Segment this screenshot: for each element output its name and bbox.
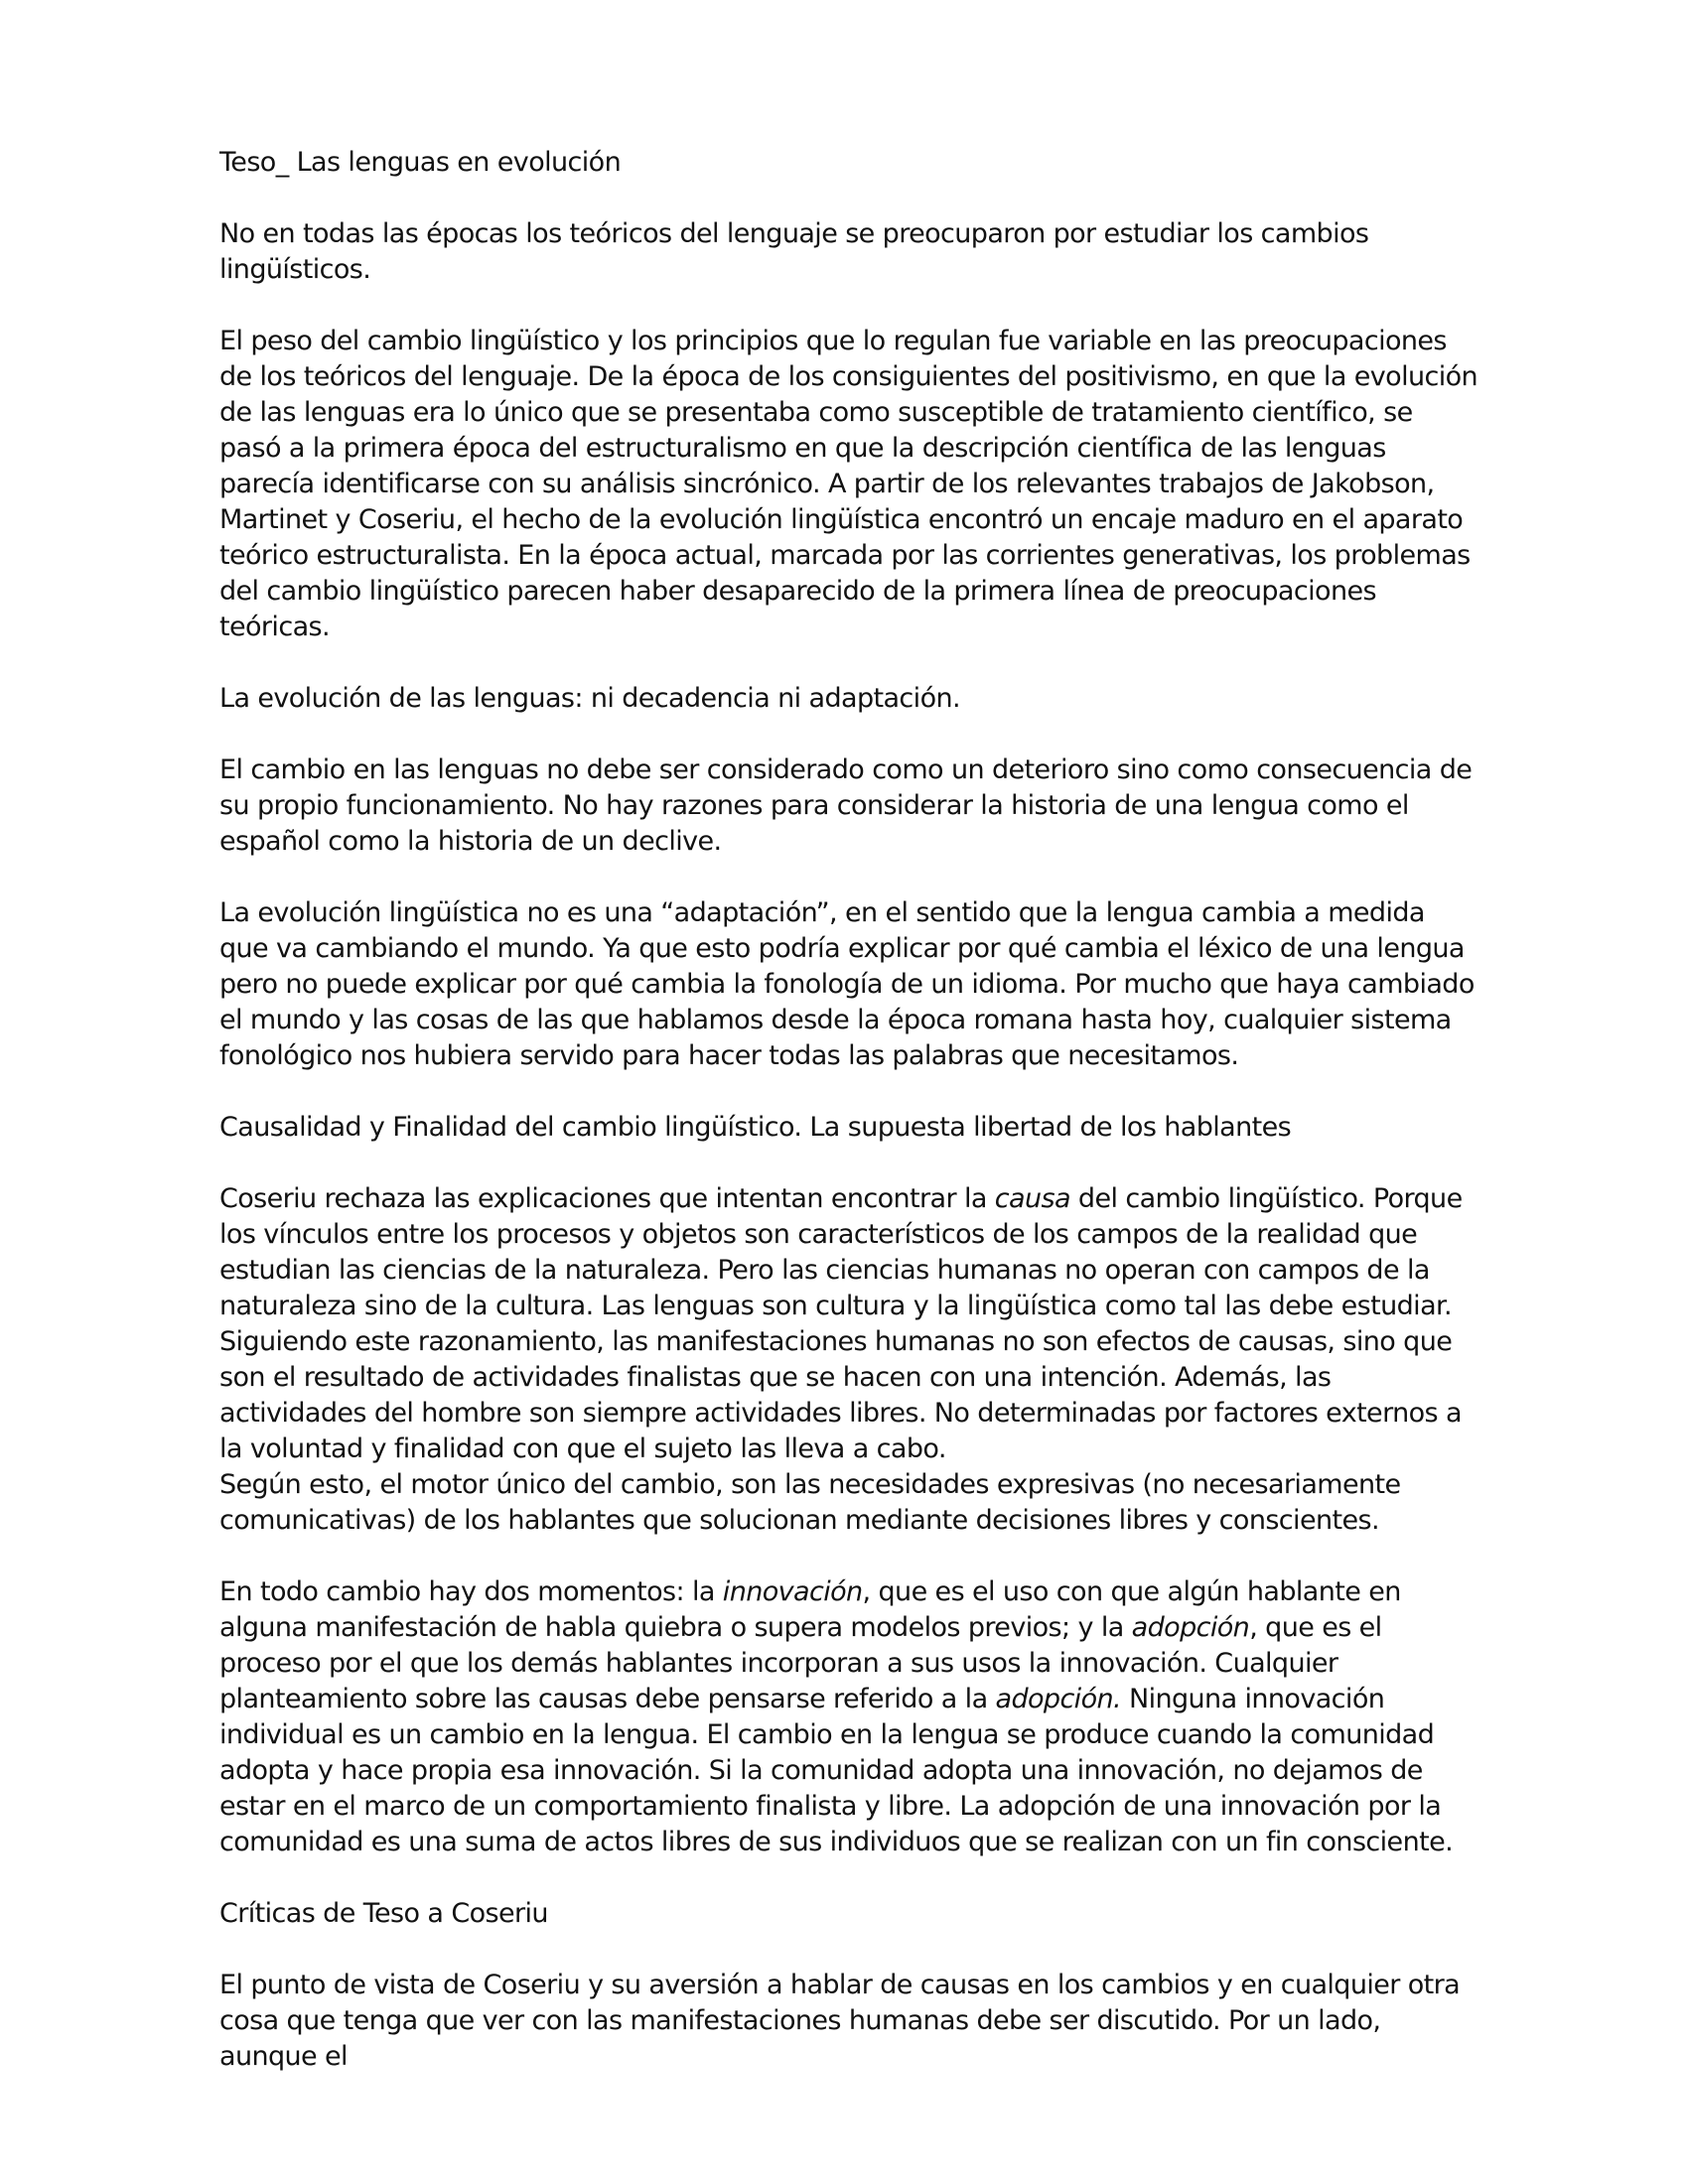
emphasis-innovacion: innovación	[722, 1576, 863, 1607]
text-span: Coseriu rechaza las explicaciones que intentan encontrar la	[219, 1183, 995, 1214]
paragraph-innovation	[219, 1574, 1478, 1860]
paragraph-adaptation: La evolución lingüística no es una “adaptación”, en el sentido que la lengua cambia a medida que va cambiando el mundo. Ya que esto podría explicar por qué cambia el léxico de una lengua pero no puede explicar por qué cambia la fonología de un idioma. Por mucho que haya cambiado el mundo y las cosas de las que hablamos desde la época romana hasta hoy, cualquier sistema fonológico nos hubiera servido para hacer todas las palabras que necesitamos.	[219, 897, 1475, 1071]
document-body	[219, 145, 1478, 2075]
emphasis-adopcion: adopción	[1131, 1612, 1250, 1643]
text-span: , que es el proceso por el que los demás hablantes incorporan a sus usos la innovación. Cualquier planteamiento sobre las causas debe pensarse referido a la	[219, 1612, 1382, 1714]
emphasis-adopcion-2: adopción.	[995, 1684, 1122, 1714]
section-heading-criticas: Críticas de Teso a Coseriu	[219, 1898, 548, 1929]
text-span: del cambio lingüístico. Porque los vínculos entre los procesos y objetos son característicos de los campos de la realidad que estudian las ciencias de la naturaleza. Pero las ciencias humanas no operan con campos de la naturaleza sino de la cultura. Las lenguas son cultura y la lingüística como tal las debe estudiar. Siguiendo este razonamiento, las manifestaciones humanas no son efectos de causas, sino que son el resultado de actividades finalistas que se hacen con una intención. Además, las actividades del hombre son siempre actividades libres. No determinadas por factores externos a la voluntad y finalidad con que el sujeto las lleva a cabo.	[219, 1183, 1463, 1464]
paragraph-motor: Según esto, el motor único del cambio, son las necesidades expresivas (no necesariamente comunicativas) de los hablantes que solucionan mediante decisiones libres y conscientes.	[219, 1469, 1401, 1536]
paragraph-history: El peso del cambio lingüístico y los principios que lo regulan fue variable en las preocupaciones de los teóricos del lenguaje. De la época de los consiguientes del positivismo, en que la evolución de las lenguas era lo único que se presentaba como susceptible de tratamiento científico, se pasó a la primera época del estructuralismo en que la descripción científica de las lenguas parecía identificarse con su análisis sincrónico. A partir de los relevantes trabajos de Jakobson, Martinet y Coseriu, el hecho de la evolución lingüística encontró un encaje maduro en el aparato teórico estructuralista. En la época actual, marcada por las corrientes generativas, los problemas del cambio lingüístico parecen haber desaparecido de la primera línea de preocupaciones teóricas.	[219, 326, 1478, 642]
section-heading-evolution: La evolución de las lenguas: ni decadencia ni adaptación.	[219, 683, 960, 714]
paragraph-critique: El punto de vista de Coseriu y su aversión a hablar de causas en los cambios y en cualquier otra cosa que tenga que ver con las manifestaciones humanas debe ser discutido. Por un lado, aunque el	[219, 1970, 1461, 2072]
text-span: , que es el uso con que algún hablante en alguna manifestación de habla quiebra o supera modelos previos; y la	[219, 1576, 1401, 1643]
section-heading-causality: Causalidad y Finalidad del cambio lingüístico. La supuesta libertad de los hablantes	[219, 1112, 1292, 1143]
text-span: En todo cambio hay dos momentos: la	[219, 1576, 723, 1607]
paragraph-coseriu-causes	[219, 1181, 1478, 1467]
text-span: Ninguna innovación individual es un cambio en la lengua. El cambio en la lengua se produce cuando la comunidad adopta y hace propia esa innovación. Si la comunidad adopta una innovación, no dejamos de estar en el marco de un comportamiento finalista y libre. La adopción de una innovación por la comunidad es una suma de actos libres de sus individuos que se realizan con un fin consciente.	[219, 1684, 1454, 1857]
paragraph-decline: El cambio en las lenguas no debe ser considerado como un deterioro sino como consecuencia de su propio funcionamiento. No hay razones para considerar la historia de una lengua como el español como la historia de un declive.	[219, 754, 1473, 857]
paragraph-intro: No en todas las épocas los teóricos del lenguaje se preocuparon por estudiar los cambios lingüísticos.	[219, 218, 1369, 285]
emphasis-causa: causa	[994, 1183, 1070, 1214]
document-title: Teso_ Las lenguas en evolución	[219, 147, 622, 178]
